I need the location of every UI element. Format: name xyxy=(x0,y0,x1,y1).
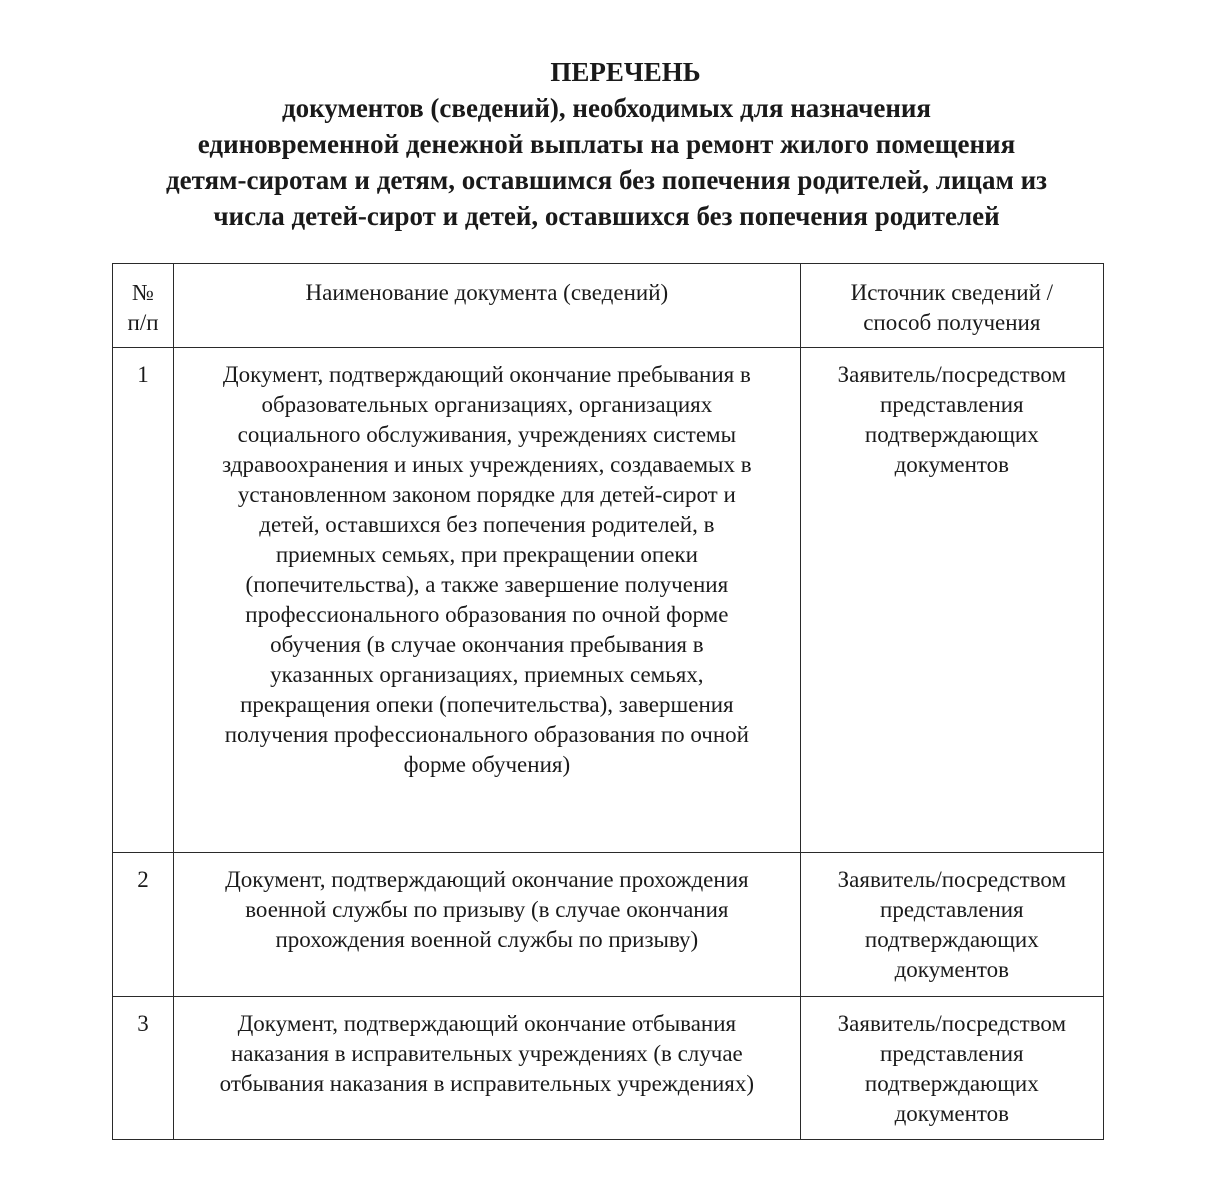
row-document-name: Документ, подтверждающий окончание пребывания в образовательных организациях, организациях социального обслуживания, учреждениях системы здравоохранения и иных учреждениях, создаваемых в установленном законом порядке для детей-сирот и детей, оставшихся без попечения родителей, в приемных семьях, при прекращении опеки (попечительства), а также завершение получения профессионального образования по очной форме обучения (в случае окончания пребывания в указанных организациях, приемных семьях, прекращения опеки (попечительства), завершения получения профессионального образования по очной форме обучения) xyxy=(174,348,801,853)
row-source: Заявитель/посредством представления подтверждающих документов xyxy=(800,853,1103,997)
table-header-row xyxy=(113,264,1104,348)
table-row xyxy=(113,997,1104,1140)
document-subtitle-line: числа детей-сирот и детей, оставшихся без попечения родителей xyxy=(213,201,1000,231)
document-subtitle-line: детям-сиротам и детям, оставшимся без попечения родителей, лицам из xyxy=(165,165,1048,195)
row-number: 1 xyxy=(113,348,174,853)
row-source: Заявитель/посредством представления подтверждающих документов xyxy=(800,997,1103,1140)
document-heading xyxy=(0,54,1213,234)
document-subtitle-line: единовременной денежной выплаты на ремонт жилого помещения xyxy=(197,129,1016,159)
documents-table xyxy=(112,263,1104,1140)
document-title: ПЕРЕЧЕНЬ xyxy=(550,57,701,87)
header-number: № п/п xyxy=(113,264,174,348)
row-number: 3 xyxy=(113,997,174,1140)
row-source: Заявитель/посредством представления подтверждающих документов xyxy=(800,348,1103,853)
header-source: Источник сведений / способ получения xyxy=(800,264,1103,348)
document-subtitle-line: документов (сведений), необходимых для назначения xyxy=(281,93,932,123)
row-document-name: Документ, подтверждающий окончание отбывания наказания в исправительных учреждениях (в случае отбывания наказания в исправительных учреждениях) xyxy=(174,997,801,1140)
row-number: 2 xyxy=(113,853,174,997)
table-row xyxy=(113,348,1104,853)
row-document-name: Документ, подтверждающий окончание прохождения военной службы по призыву (в случае окончания прохождения военной службы по призыву) xyxy=(174,853,801,997)
header-document-name: Наименование документа (сведений) xyxy=(174,264,801,348)
table-row xyxy=(113,853,1104,997)
